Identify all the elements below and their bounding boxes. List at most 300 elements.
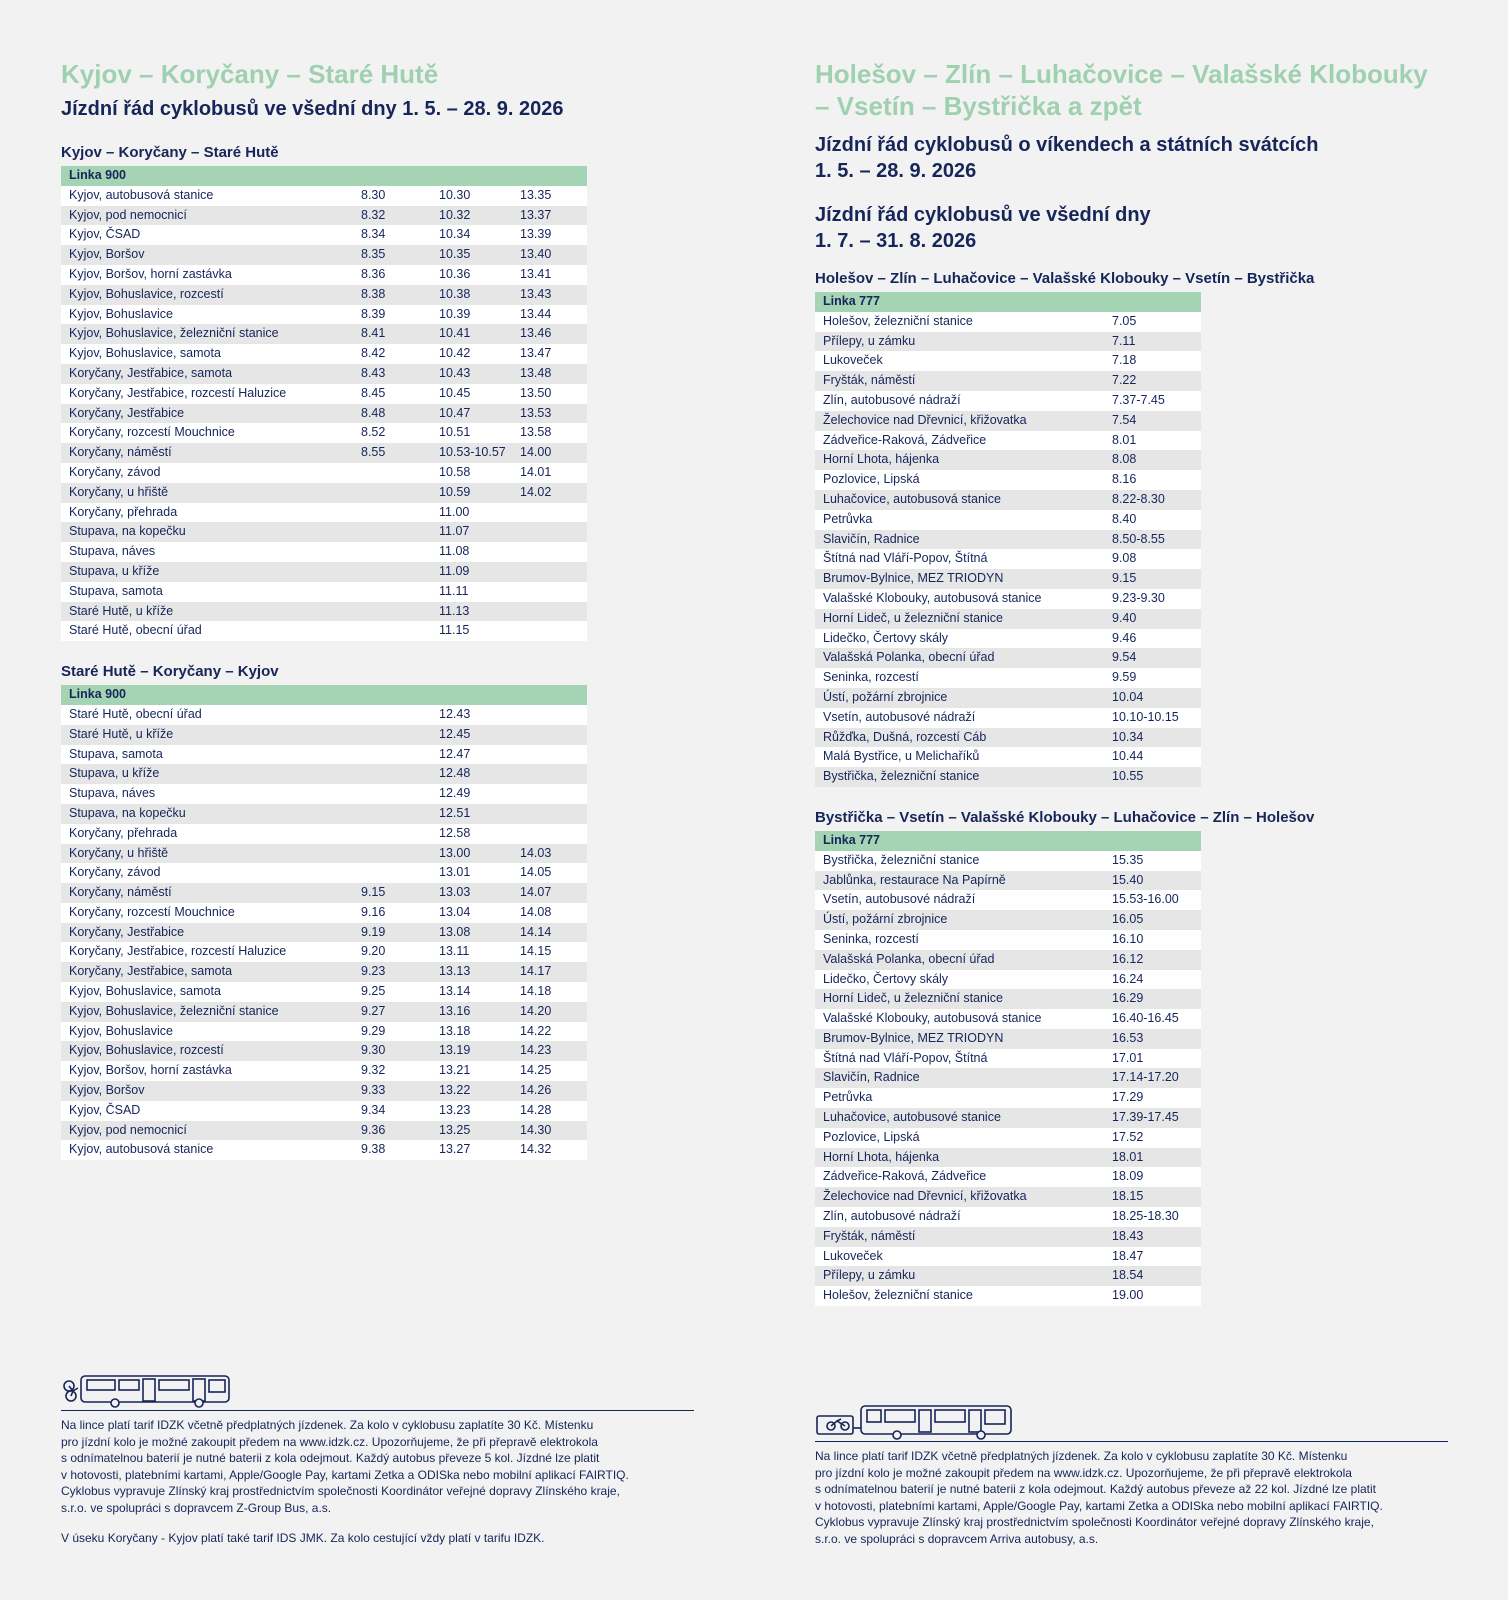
departure-time: 14.05: [512, 863, 587, 883]
departure-time: 13.44: [512, 305, 587, 325]
departure-time: [512, 522, 587, 542]
table-row: [815, 510, 1201, 530]
table-row: [815, 1128, 1201, 1148]
stop-name: Koryčany, Jestřabice, rozcestí Haluzice: [61, 384, 353, 404]
right-footer-line: s.r.o. ve spolupráci s dopravcem Arriva autobusy, a.s.: [815, 1531, 1099, 1546]
table-row: [61, 705, 587, 725]
right-route-title: [815, 58, 1455, 122]
departure-time: 9.15: [1104, 569, 1201, 589]
stop-name: Koryčany, Jestřabice, samota: [61, 962, 353, 982]
departure-time: 15.53-16.00: [1104, 890, 1201, 910]
stop-name: Kyjov, Boršov, horní zastávka: [61, 265, 353, 285]
stop-name: Koryčany, rozcestí Mouchnice: [61, 423, 353, 443]
bus-with-bike-trailer-icon: [815, 1402, 1015, 1442]
table-row: [815, 391, 1201, 411]
table-row: [61, 804, 587, 824]
departure-time: 7.05: [1104, 312, 1201, 332]
table-row: [815, 1108, 1201, 1128]
departure-time: 14.17: [512, 962, 587, 982]
departure-time: 18.25-18.30: [1104, 1207, 1201, 1227]
table-row: [815, 1187, 1201, 1207]
departure-time: 13.53: [512, 404, 587, 424]
departure-time: [512, 745, 587, 765]
departure-time: [512, 582, 587, 602]
right-table2: [815, 831, 1201, 1306]
stop-name: Kyjov, ČSAD: [61, 225, 353, 245]
right-route-title-line2: – Vsetín – Bystřička a zpět: [815, 91, 1142, 121]
departure-time: 9.46: [1104, 629, 1201, 649]
departure-time: 7.37-7.45: [1104, 391, 1201, 411]
table-row: [815, 1088, 1201, 1108]
departure-time: 14.20: [512, 1002, 587, 1022]
stop-name: Bystřička, železniční stanice: [815, 767, 1104, 787]
departure-time: 9.34: [353, 1101, 431, 1121]
left-column: [61, 58, 691, 1160]
departure-time: [353, 804, 431, 824]
departure-time: 9.20: [353, 942, 431, 962]
departure-time: 13.25: [431, 1121, 512, 1141]
stop-name: Valašská Polanka, obecní úřad: [815, 648, 1104, 668]
stop-name: Stupava, na kopečku: [61, 522, 353, 542]
departure-time: 8.39: [353, 305, 431, 325]
stop-name: Koryčany, rozcestí Mouchnice: [61, 903, 353, 923]
table-row: [61, 542, 587, 562]
stop-name: Kyjov, pod nemocnicí: [61, 1121, 353, 1141]
departure-time: 13.41: [512, 265, 587, 285]
departure-time: 14.22: [512, 1022, 587, 1042]
departure-time: 8.30: [353, 186, 431, 206]
table-row: [61, 344, 587, 364]
departure-time: 14.07: [512, 883, 587, 903]
stop-name: Staré Hutě, obecní úřad: [61, 705, 353, 725]
left-route-title: Kyjov – Koryčany – Staré Hutě: [61, 59, 439, 89]
left-footer: [61, 1410, 694, 1547]
right-subtitle-weekend-line2: 1. 5. – 28. 9. 2026: [815, 160, 977, 182]
departure-time: 12.58: [431, 824, 512, 844]
stop-name: Přílepy, u zámku: [815, 1266, 1104, 1286]
stop-name: Brumov-Bylnice, MEZ TRIODYN: [815, 569, 1104, 589]
departure-time: 11.13: [431, 602, 512, 622]
stop-name: Stupava, u kříže: [61, 764, 353, 784]
table-row: [815, 1068, 1201, 1088]
departure-time: 11.09: [431, 562, 512, 582]
stop-name: Petrůvka: [815, 510, 1104, 530]
left-footer-line: Na lince platí tarif IDZK včetně předplatných jízdenek. Za kolo v cyklobusu zaplatíte 30 Kč. Místenku: [61, 1418, 594, 1432]
stop-name: Koryčany, závod: [61, 463, 353, 483]
line-label: Linka 777: [815, 292, 1201, 312]
stop-name: Petrůvka: [815, 1088, 1104, 1108]
departure-time: 14.28: [512, 1101, 587, 1121]
stop-name: Staré Hutě, u kříže: [61, 725, 353, 745]
stop-name: Fryšták, náměstí: [815, 1227, 1104, 1247]
departure-time: 13.04: [431, 903, 512, 923]
left-footer-line: s odnímatelnou baterií je nutné baterii z kola odejmout. Každý autobus převeze 5 kol. Jízdné lze platit: [61, 1451, 600, 1465]
departure-time: 9.40: [1104, 609, 1201, 629]
departure-time: 14.00: [512, 443, 587, 463]
table-row: [61, 1022, 587, 1042]
departure-time: [512, 542, 587, 562]
departure-time: 10.55: [1104, 767, 1201, 787]
stop-name: Luhačovice, autobusová stanice: [815, 490, 1104, 510]
departure-time: [512, 562, 587, 582]
departure-time: [353, 745, 431, 765]
stop-name: Pozlovice, Lipská: [815, 470, 1104, 490]
departure-time: 17.52: [1104, 1128, 1201, 1148]
departure-time: 9.16: [353, 903, 431, 923]
departure-time: 8.43: [353, 364, 431, 384]
stop-name: Valašská Polanka, obecní úřad: [815, 950, 1104, 970]
table-row: [61, 824, 587, 844]
departure-time: 14.08: [512, 903, 587, 923]
departure-time: 10.30: [431, 186, 512, 206]
stop-name: Horní Lideč, u železniční stanice: [815, 989, 1104, 1009]
left-footer-divider: [61, 1410, 694, 1411]
table-row: [815, 989, 1201, 1009]
table-row: [815, 530, 1201, 550]
left-footer-text: [61, 1417, 694, 1547]
table-row: [815, 871, 1201, 891]
table-row: [61, 883, 587, 903]
table-row: [815, 589, 1201, 609]
stop-name: Růžďka, Dušná, rozcestí Cáb: [815, 728, 1104, 748]
departure-time: 8.01: [1104, 431, 1201, 451]
departure-time: 14.23: [512, 1041, 587, 1061]
table-row: [815, 1227, 1201, 1247]
stop-name: Štítná nad Vláří-Popov, Štítná: [815, 1049, 1104, 1069]
table-row: [61, 1121, 587, 1141]
departure-time: 13.18: [431, 1022, 512, 1042]
table-row: [61, 285, 587, 305]
departure-time: 13.14: [431, 982, 512, 1002]
stop-name: Kyjov, Bohuslavice, železniční stanice: [61, 324, 353, 344]
table-row: [61, 764, 587, 784]
table-row: [815, 351, 1201, 371]
table-row: [61, 364, 587, 384]
table-row: [61, 463, 587, 483]
departure-time: 10.44: [1104, 747, 1201, 767]
departure-time: 9.27: [353, 1002, 431, 1022]
table-row: [815, 312, 1201, 332]
table-row: [61, 1140, 587, 1160]
line-label-row: [61, 685, 587, 705]
departure-time: [512, 764, 587, 784]
table-row: [61, 962, 587, 982]
departure-time: 17.39-17.45: [1104, 1108, 1201, 1128]
departure-time: 18.54: [1104, 1266, 1201, 1286]
departure-time: 12.47: [431, 745, 512, 765]
line-label: Linka 900: [61, 166, 587, 186]
table-row: [61, 903, 587, 923]
departure-time: 14.02: [512, 483, 587, 503]
stop-name: Kyjov, Bohuslavice, rozcestí: [61, 285, 353, 305]
stop-name: Koryčany, u hřiště: [61, 844, 353, 864]
departure-time: 18.15: [1104, 1187, 1201, 1207]
departure-time: 14.15: [512, 942, 587, 962]
departure-time: [512, 705, 587, 725]
departure-time: 8.32: [353, 206, 431, 226]
table-row: [61, 863, 587, 883]
departure-time: 17.29: [1104, 1088, 1201, 1108]
departure-time: 11.08: [431, 542, 512, 562]
table-row: [815, 470, 1201, 490]
departure-time: 10.38: [431, 285, 512, 305]
departure-time: 15.35: [1104, 851, 1201, 871]
stop-name: Koryčany, náměstí: [61, 443, 353, 463]
departure-time: 12.45: [431, 725, 512, 745]
stop-name: Kyjov, Boršov: [61, 1081, 353, 1101]
stop-name: Slavičín, Radnice: [815, 1068, 1104, 1088]
stop-name: Bystřička, železniční stanice: [815, 851, 1104, 871]
departure-time: 8.50-8.55: [1104, 530, 1201, 550]
stop-name: Seninka, rozcestí: [815, 668, 1104, 688]
departure-time: 10.04: [1104, 688, 1201, 708]
departure-time: 13.43: [512, 285, 587, 305]
departure-time: 8.16: [1104, 470, 1201, 490]
stop-name: Zádveřice-Raková, Zádveřice: [815, 1167, 1104, 1187]
departure-time: 8.08: [1104, 450, 1201, 470]
table-row: [61, 483, 587, 503]
departure-time: 8.35: [353, 245, 431, 265]
left-footer-note: V úseku Koryčany - Kyjov platí také tarif IDS JMK. Za kolo cestující vždy platí v tarifu IDZK.: [61, 1531, 545, 1545]
departure-time: [512, 804, 587, 824]
departure-time: 11.11: [431, 582, 512, 602]
stop-name: Valašské Klobouky, autobusová stanice: [815, 1009, 1104, 1029]
departure-time: 13.37: [512, 206, 587, 226]
departure-time: 10.34: [1104, 728, 1201, 748]
departure-time: 9.38: [353, 1140, 431, 1160]
departure-time: [353, 725, 431, 745]
stop-name: Přílepy, u zámku: [815, 332, 1104, 352]
departure-time: 10.41: [431, 324, 512, 344]
departure-time: 9.15: [353, 883, 431, 903]
stop-name: Lidečko, Čertovy skály: [815, 970, 1104, 990]
stop-name: Ústí, požární zbrojnice: [815, 910, 1104, 930]
stop-name: Lukoveček: [815, 1247, 1104, 1267]
table-row: [61, 621, 587, 641]
departure-time: 10.59: [431, 483, 512, 503]
stop-name: Koryčany, Jestřabice: [61, 404, 353, 424]
right-footer-divider: [815, 1441, 1448, 1442]
right-subtitle-weekday-line2: 1. 7. – 31. 8. 2026: [815, 230, 977, 252]
departure-time: 13.21: [431, 1061, 512, 1081]
departure-time: 13.00: [431, 844, 512, 864]
table-row: [815, 747, 1201, 767]
stop-name: Horní Lhota, hájenka: [815, 450, 1104, 470]
departure-time: 13.35: [512, 186, 587, 206]
departure-time: 8.41: [353, 324, 431, 344]
departure-time: 12.49: [431, 784, 512, 804]
departure-time: 8.45: [353, 384, 431, 404]
stop-name: Brumov-Bylnice, MEZ TRIODYN: [815, 1029, 1104, 1049]
departure-time: [353, 863, 431, 883]
stop-name: Malá Bystřice, u Melichaříků: [815, 747, 1104, 767]
departure-time: 10.45: [431, 384, 512, 404]
departure-time: [512, 503, 587, 523]
stop-name: Stupava, náves: [61, 784, 353, 804]
stop-name: Vsetín, autobusové nádraží: [815, 890, 1104, 910]
table-row: [815, 1009, 1201, 1029]
table-row: [815, 767, 1201, 787]
departure-time: [353, 824, 431, 844]
departure-time: [353, 705, 431, 725]
departure-time: 10.34: [431, 225, 512, 245]
departure-time: 13.47: [512, 344, 587, 364]
departure-time: 18.01: [1104, 1148, 1201, 1168]
departure-time: 9.30: [353, 1041, 431, 1061]
stop-name: Stupava, samota: [61, 745, 353, 765]
line-label: Linka 777: [815, 831, 1201, 851]
stop-name: Kyjov, Bohuslavice: [61, 305, 353, 325]
stop-name: Kyjov, pod nemocnicí: [61, 206, 353, 226]
departure-time: 8.55: [353, 443, 431, 463]
stop-name: Zádveřice-Raková, Zádveřice: [815, 431, 1104, 451]
table-row: [61, 745, 587, 765]
departure-time: 13.46: [512, 324, 587, 344]
table-row: [61, 982, 587, 1002]
departure-time: [353, 562, 431, 582]
departure-time: 13.16: [431, 1002, 512, 1022]
table-row: [815, 1049, 1201, 1069]
departure-time: 10.47: [431, 404, 512, 424]
departure-time: 18.09: [1104, 1167, 1201, 1187]
right-table2-heading: Bystřička – Vsetín – Valašské Klobouky – Luhačovice – Zlín – Holešov: [815, 808, 1315, 826]
stop-name: Staré Hutě, obecní úřad: [61, 621, 353, 641]
departure-time: 9.23-9.30: [1104, 589, 1201, 609]
table-row: [61, 1041, 587, 1061]
departure-time: 16.05: [1104, 910, 1201, 930]
departure-time: 8.40: [1104, 510, 1201, 530]
stop-name: Kyjov, Bohuslavice, samota: [61, 344, 353, 364]
departure-time: [353, 621, 431, 641]
left-table2-heading: Staré Hutě – Koryčany – Kyjov: [61, 663, 279, 681]
departure-time: 10.10-10.15: [1104, 708, 1201, 728]
departure-time: 9.08: [1104, 549, 1201, 569]
table-row: [61, 206, 587, 226]
right-footer-line: v hotovosti, platebními kartami, Apple/Google Pay, kartami Zetka a ODISka nebo mobilní aplikací FAIRTIQ.: [815, 1498, 1383, 1513]
stop-name: Stupava, náves: [61, 542, 353, 562]
departure-time: 14.32: [512, 1140, 587, 1160]
departure-time: 14.26: [512, 1081, 587, 1101]
stop-name: Zlín, autobusové nádraží: [815, 391, 1104, 411]
table-row: [815, 1029, 1201, 1049]
departure-time: 19.00: [1104, 1286, 1201, 1306]
stop-name: Seninka, rozcestí: [815, 930, 1104, 950]
departure-time: 14.14: [512, 923, 587, 943]
table-row: [815, 1207, 1201, 1227]
table-row: [61, 305, 587, 325]
stop-name: Kyjov, autobusová stanice: [61, 1140, 353, 1160]
right-route-title-line1: Holešov – Zlín – Luhačovice – Valašské Klobouky: [815, 59, 1428, 89]
stop-name: Vsetín, autobusové nádraží: [815, 708, 1104, 728]
table-row: [61, 423, 587, 443]
stop-name: Lukoveček: [815, 351, 1104, 371]
right-footer-line: s odnímatelnou baterií je nutné baterii z kola odejmout. Každý autobus převeze až 22 kol. Jízdné lze platit: [815, 1482, 1376, 1496]
table-row: [61, 522, 587, 542]
table-row: [815, 332, 1201, 352]
departure-time: 9.25: [353, 982, 431, 1002]
stop-name: Holešov, železniční stanice: [815, 312, 1104, 332]
table-row: [815, 890, 1201, 910]
departure-time: [512, 784, 587, 804]
table-row: [815, 1286, 1201, 1306]
departure-time: 9.32: [353, 1061, 431, 1081]
departure-time: 16.10: [1104, 930, 1201, 950]
departure-time: 18.47: [1104, 1247, 1201, 1267]
stop-name: Štítná nad Vláří-Popov, Štítná: [815, 549, 1104, 569]
departure-time: [353, 582, 431, 602]
table-row: [815, 450, 1201, 470]
departure-time: 8.22-8.30: [1104, 490, 1201, 510]
right-subtitle-weekday: [815, 202, 1455, 254]
departure-time: [512, 621, 587, 641]
right-footer-line: Na lince platí tarif IDZK včetně předplatných jízdenek. Za kolo v cyklobusu zaplatíte 30 Kč. Místenku: [815, 1449, 1348, 1463]
departure-time: 14.25: [512, 1061, 587, 1081]
stop-name: Luhačovice, autobusové stanice: [815, 1108, 1104, 1128]
departure-time: 12.43: [431, 705, 512, 725]
stop-name: Koryčany, náměstí: [61, 883, 353, 903]
table-row: [815, 910, 1201, 930]
stop-name: Koryčany, přehrada: [61, 824, 353, 844]
departure-time: 16.24: [1104, 970, 1201, 990]
stop-name: Horní Lideč, u železniční stanice: [815, 609, 1104, 629]
departure-time: [512, 824, 587, 844]
bus-with-bike-rack-icon: [61, 1370, 236, 1410]
table-row: [61, 225, 587, 245]
departure-time: [353, 602, 431, 622]
departure-time: 9.29: [353, 1022, 431, 1042]
departure-time: 9.33: [353, 1081, 431, 1101]
departure-time: 8.38: [353, 285, 431, 305]
table-row: [61, 923, 587, 943]
table-row: [61, 942, 587, 962]
left-table2: [61, 685, 587, 1160]
departure-time: 7.22: [1104, 371, 1201, 391]
departure-time: 13.39: [512, 225, 587, 245]
departure-time: 17.01: [1104, 1049, 1201, 1069]
table-row: [61, 186, 587, 206]
stop-name: Koryčany, přehrada: [61, 503, 353, 523]
stop-name: Staré Hutě, u kříže: [61, 602, 353, 622]
line-label: Linka 900: [61, 685, 587, 705]
table-row: [815, 609, 1201, 629]
stop-name: Stupava, u kříže: [61, 562, 353, 582]
departure-time: 8.36: [353, 265, 431, 285]
departure-time: 13.08: [431, 923, 512, 943]
departure-time: 11.07: [431, 522, 512, 542]
departure-time: 7.11: [1104, 332, 1201, 352]
table-row: [61, 602, 587, 622]
stop-name: Kyjov, ČSAD: [61, 1101, 353, 1121]
table-row: [815, 1266, 1201, 1286]
stop-name: Kyjov, autobusová stanice: [61, 186, 353, 206]
table-row: [61, 265, 587, 285]
stop-name: Slavičín, Radnice: [815, 530, 1104, 550]
departure-time: 13.23: [431, 1101, 512, 1121]
departure-time: 9.54: [1104, 648, 1201, 668]
table-row: [815, 708, 1201, 728]
departure-time: 16.12: [1104, 950, 1201, 970]
stop-name: Kyjov, Boršov: [61, 245, 353, 265]
stop-name: Zlín, autobusové nádraží: [815, 1207, 1104, 1227]
departure-time: [353, 844, 431, 864]
departure-time: 14.18: [512, 982, 587, 1002]
table-row: [815, 371, 1201, 391]
table-row: [61, 503, 587, 523]
departure-time: 10.58: [431, 463, 512, 483]
table-row: [61, 1101, 587, 1121]
stop-name: Koryčany, Jestřabice: [61, 923, 353, 943]
stop-name: Kyjov, Bohuslavice: [61, 1022, 353, 1042]
